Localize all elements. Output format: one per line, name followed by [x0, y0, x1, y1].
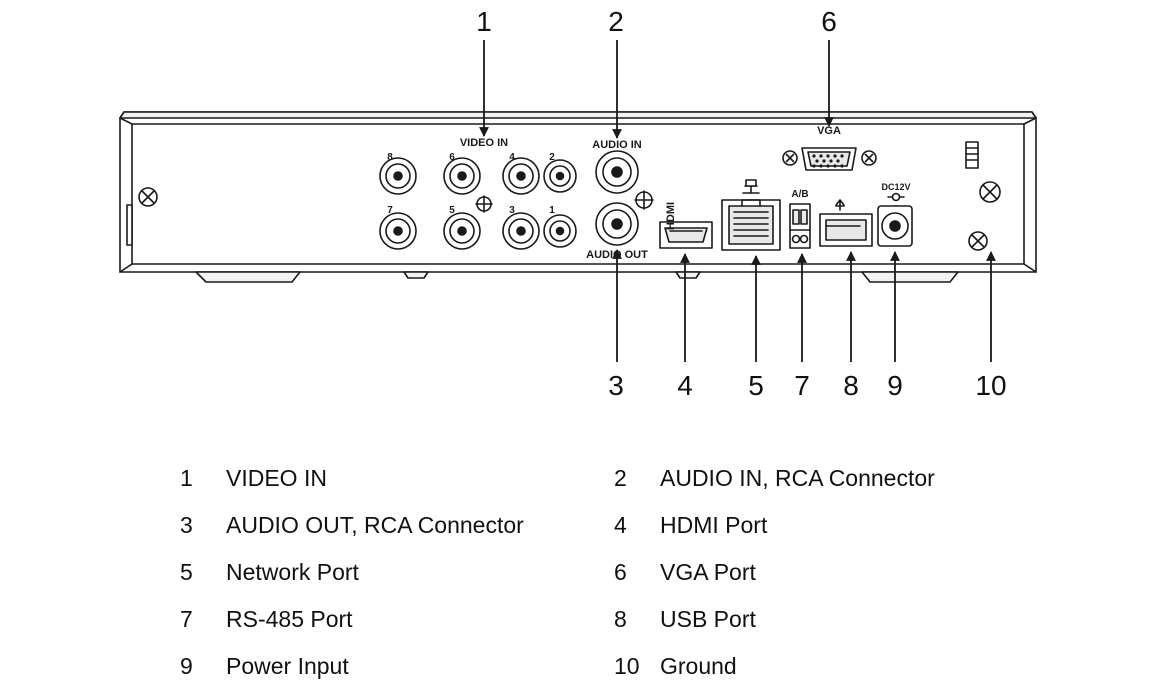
callout-6: 6: [821, 6, 837, 37]
legend-number: 10: [614, 653, 640, 679]
legend-item-1: [180, 465, 614, 492]
callout-7: 7: [794, 370, 810, 401]
legend-number: 8: [614, 606, 627, 632]
callout-9: 9: [887, 370, 903, 401]
label-video-in: VIDEO IN: [459, 137, 509, 149]
label-rs485: A/B: [791, 189, 809, 200]
legend-label: VGA Port: [660, 559, 756, 585]
legend-row: [180, 502, 1060, 549]
legend-item-9: [180, 653, 614, 680]
bnc-label-4: 4: [509, 152, 515, 163]
legend-label: HDMI Port: [660, 512, 768, 538]
legend-item-6: [614, 559, 1044, 586]
callout-4: 4: [677, 370, 693, 401]
legend-row: [180, 643, 1060, 690]
bnc-label-1: 1: [549, 205, 555, 216]
legend-label: Network Port: [226, 559, 359, 585]
legend-row: [180, 596, 1060, 643]
bnc-label-3: 3: [509, 205, 515, 216]
callout-10: 10: [975, 370, 1007, 401]
bnc-label-7: 7: [387, 205, 393, 216]
legend-label: Ground: [660, 653, 737, 679]
legend-number: 4: [614, 512, 627, 538]
callout-1: 1: [476, 6, 492, 37]
label-vga: VGA: [817, 125, 841, 137]
label-audio-in: AUDIO IN: [592, 139, 642, 151]
legend-item-2: [614, 465, 1044, 492]
legend-label: AUDIO IN, RCA Connector: [660, 465, 935, 491]
legend-row: [180, 549, 1060, 596]
legend-label: Power Input: [226, 653, 349, 679]
legend-item-3: [180, 512, 614, 539]
legend-label: USB Port: [660, 606, 756, 632]
callout-8: 8: [843, 370, 859, 401]
legend-label: RS-485 Port: [226, 606, 353, 632]
legend-number: 7: [180, 606, 193, 632]
legend-number: 9: [180, 653, 193, 679]
legend-number: 6: [614, 559, 627, 585]
legend: [180, 455, 1060, 690]
callout-5: 5: [748, 370, 764, 401]
callout-2: 2: [608, 6, 624, 37]
legend-item-4: [614, 512, 1044, 539]
bnc-label-2: 2: [549, 152, 555, 163]
legend-number: 1: [180, 465, 193, 491]
bnc-label-8: 8: [387, 152, 393, 163]
legend-number: 3: [180, 512, 193, 538]
label-audio-out: AUDIO OUT: [586, 249, 648, 261]
bnc-label-5: 5: [449, 205, 455, 216]
legend-item-7: [180, 606, 614, 633]
label-dc12v: DC12V: [881, 182, 911, 192]
callout-3: 3: [608, 370, 624, 401]
legend-number: 2: [614, 465, 627, 491]
legend-number: 5: [180, 559, 193, 585]
legend-item-10: [614, 653, 1044, 680]
bnc-label-6: 6: [449, 152, 455, 163]
legend-item-8: [614, 606, 1044, 633]
legend-row: [180, 455, 1060, 502]
label-hdmi: HDMI: [665, 201, 677, 231]
legend-label: VIDEO IN: [226, 465, 327, 491]
legend-item-5: [180, 559, 614, 586]
legend-label: AUDIO OUT, RCA Connector: [226, 512, 524, 538]
